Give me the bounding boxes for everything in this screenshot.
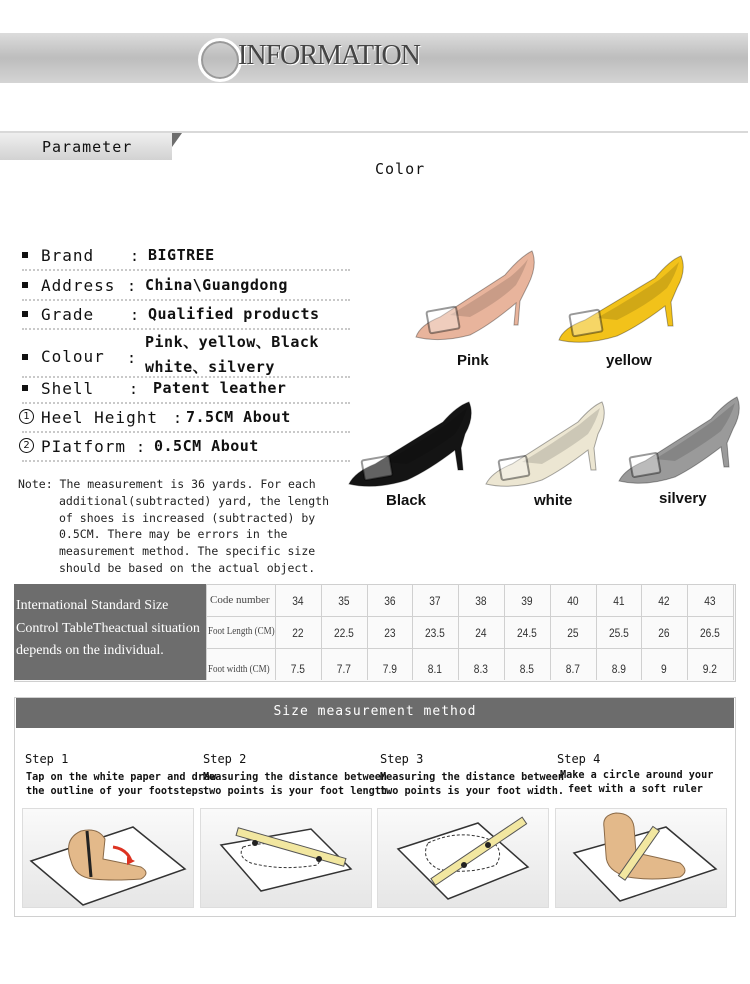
- shoe-yellow-image: [555, 250, 690, 350]
- step-3-desc: [380, 771, 564, 799]
- step-3-title: Step 3: [380, 752, 424, 766]
- color-name-white: white: [534, 492, 573, 509]
- grid-line-vertical: [733, 584, 734, 680]
- size-cell: 26: [658, 626, 670, 640]
- parameter-tab-notch: [172, 133, 182, 147]
- grid-line-vertical: [206, 584, 207, 680]
- foot-outline-icon: [23, 809, 193, 907]
- grid-line-horizontal: [206, 616, 734, 617]
- grid-line-vertical: [641, 584, 642, 680]
- size-table-caption: [14, 584, 206, 680]
- spec-key: Shell: [41, 379, 95, 398]
- spec-row-heel-height: [22, 405, 350, 433]
- size-cell: 24: [475, 626, 487, 640]
- spec-key: Heel Height: [41, 408, 158, 427]
- spec-separator: :: [173, 409, 183, 427]
- caption-line: depends on the individual.: [16, 643, 164, 658]
- size-cell: 8.5: [519, 662, 534, 676]
- size-cell: 7.5: [290, 662, 305, 676]
- size-cell: 22: [292, 626, 304, 640]
- spec-value: BIGTREE: [148, 246, 215, 264]
- spec-value: 0.5CM About: [154, 437, 259, 455]
- shoe-black-image: [345, 400, 480, 495]
- bullet-icon: [22, 282, 28, 288]
- spec-separator: :: [130, 247, 140, 265]
- spec-row-brand: [22, 243, 350, 271]
- size-cell: 40: [567, 594, 579, 608]
- spec-key: Grade: [41, 305, 95, 324]
- spec-value: Patent leather: [153, 379, 287, 397]
- ruler-length-icon: [201, 809, 371, 907]
- circled-number-icon: 1: [19, 409, 34, 424]
- step-desc-line: feet with a soft ruler: [568, 784, 703, 795]
- spec-value-line1: Pink、yellow、Black: [145, 333, 319, 351]
- size-cell: 8.3: [473, 662, 489, 676]
- size-cell: 8.1: [428, 662, 443, 676]
- spec-value: China\Guangdong: [145, 276, 288, 294]
- note-line: of shoes is increased (subtracted) by: [59, 510, 316, 525]
- ruler-width-icon: [378, 809, 548, 907]
- spec-row-colour: [22, 330, 350, 378]
- size-cell: 34: [292, 594, 304, 608]
- spec-separator: :: [130, 306, 140, 324]
- step-1-title: Step 1: [25, 752, 69, 766]
- spec-separator: :: [136, 438, 146, 456]
- circled-number-icon: 2: [19, 438, 34, 453]
- shoe-silvery-image: [615, 395, 745, 490]
- note-line: measurement method. The specific size: [59, 544, 316, 559]
- bullet-icon: [22, 311, 28, 317]
- step-desc-line: Measuring the distance between: [203, 772, 388, 783]
- step-desc-line: Tap on the white paper and draw: [26, 772, 217, 783]
- step-1-desc: [26, 771, 216, 799]
- grid-line-vertical: [596, 584, 597, 680]
- caption-line: International Standard Size: [16, 598, 169, 613]
- step-desc-line: Make a circle around your: [560, 770, 714, 781]
- spec-value: Qualified products: [148, 305, 320, 323]
- color-name-black: Black: [386, 492, 427, 509]
- grid-line-vertical: [412, 584, 413, 680]
- size-cell: 7.9: [382, 662, 397, 676]
- size-cell: 36: [383, 594, 396, 608]
- spec-value-line2: white、silvery: [145, 358, 275, 376]
- size-cell: 9: [661, 662, 668, 676]
- spec-row-shell: [22, 376, 350, 404]
- size-cell: 35: [338, 594, 350, 608]
- grid-line-vertical: [367, 584, 368, 680]
- size-cell: 39: [521, 594, 533, 608]
- size-cell: 43: [704, 594, 716, 608]
- grid-line-vertical: [458, 584, 459, 680]
- note-line: Note: The measurement is 36 yards. For each: [18, 477, 316, 491]
- spec-separator: :: [129, 380, 139, 398]
- row-header-length: Foot Length (CM): [208, 625, 275, 637]
- step-4-title: Step 4: [557, 752, 601, 766]
- grid-line-vertical: [321, 584, 322, 680]
- spec-key: Brand: [41, 246, 95, 265]
- size-cell: 7.7: [336, 662, 351, 676]
- spec-separator: :: [127, 349, 137, 367]
- grid-line-vertical: [550, 584, 551, 680]
- spec-value: 7.5CM About: [186, 408, 291, 426]
- step-desc-line: the outline of your footsteps: [26, 786, 204, 797]
- caption-line: Control TableTheactual situation: [16, 620, 200, 636]
- size-cell: 41: [612, 594, 625, 608]
- grid-line-vertical: [687, 584, 688, 680]
- step-2-title: Step 2: [203, 752, 247, 766]
- step-desc-line: Measuring the distance between: [380, 772, 565, 783]
- color-name-pink: Pink: [457, 352, 489, 369]
- size-cell: 25.5: [608, 626, 629, 640]
- size-cell: 38: [475, 594, 487, 608]
- bullet-icon: [22, 385, 28, 391]
- step-4-illustration: [555, 808, 727, 908]
- spec-key: Colour: [41, 347, 105, 366]
- parameter-label: Parameter: [42, 138, 133, 156]
- measurement-note: [18, 476, 333, 577]
- row-header-code: Code number: [210, 594, 270, 606]
- size-cell: 9.2: [702, 662, 718, 676]
- shoe-pink-image: [410, 245, 540, 350]
- bullet-icon: [22, 354, 28, 360]
- step-2-desc: [203, 771, 393, 799]
- spec-separator: :: [127, 277, 137, 295]
- step-3-illustration: [377, 808, 549, 908]
- size-cell: 8.7: [565, 662, 580, 676]
- step-2-illustration: [200, 808, 372, 908]
- size-cell: 42: [658, 594, 670, 608]
- note-line: additional(subtracted) yard, the length: [59, 493, 330, 508]
- size-cell: 24.5: [516, 626, 537, 640]
- size-cell: 23.5: [425, 626, 446, 640]
- size-cell: 8.9: [611, 662, 626, 676]
- note-line: 0.5CM. There may be errors in the: [59, 527, 288, 542]
- bullet-icon: [22, 252, 28, 258]
- step-desc-line: two points is your foot length.: [203, 786, 394, 797]
- size-cell: 26.5: [700, 626, 721, 640]
- spec-row-address: [22, 273, 350, 301]
- note-line: should be based on the actual object.: [59, 560, 316, 575]
- grid-line-vertical: [275, 584, 276, 680]
- spec-row-grade: [22, 302, 350, 330]
- grid-line-vertical: [504, 584, 505, 680]
- method-title: Size measurement method: [273, 704, 477, 719]
- step-1-illustration: [22, 808, 194, 908]
- size-cell: 22.5: [333, 626, 354, 640]
- circle-ornament-icon: [198, 38, 242, 82]
- size-cell: 37: [429, 594, 441, 608]
- spec-key: PIatform: [41, 437, 127, 456]
- step-4-desc: [560, 769, 713, 797]
- size-cell: 25: [567, 626, 579, 640]
- shoe-white-image: [482, 400, 612, 495]
- color-name-yellow: yellow: [606, 352, 652, 369]
- row-header-width: Foot width (CM): [208, 663, 270, 675]
- size-cell: 23: [383, 626, 396, 640]
- spec-key: Address: [41, 276, 116, 295]
- color-name-silvery: silvery: [659, 490, 707, 507]
- grid-line-horizontal: [206, 648, 734, 649]
- step-desc-line: two points is your foot width.: [380, 786, 565, 797]
- information-title: INFORMATION: [238, 40, 420, 71]
- foot-circle-ruler-icon: [556, 809, 726, 907]
- color-label: Color: [375, 160, 426, 178]
- spec-row-platform: [22, 434, 350, 462]
